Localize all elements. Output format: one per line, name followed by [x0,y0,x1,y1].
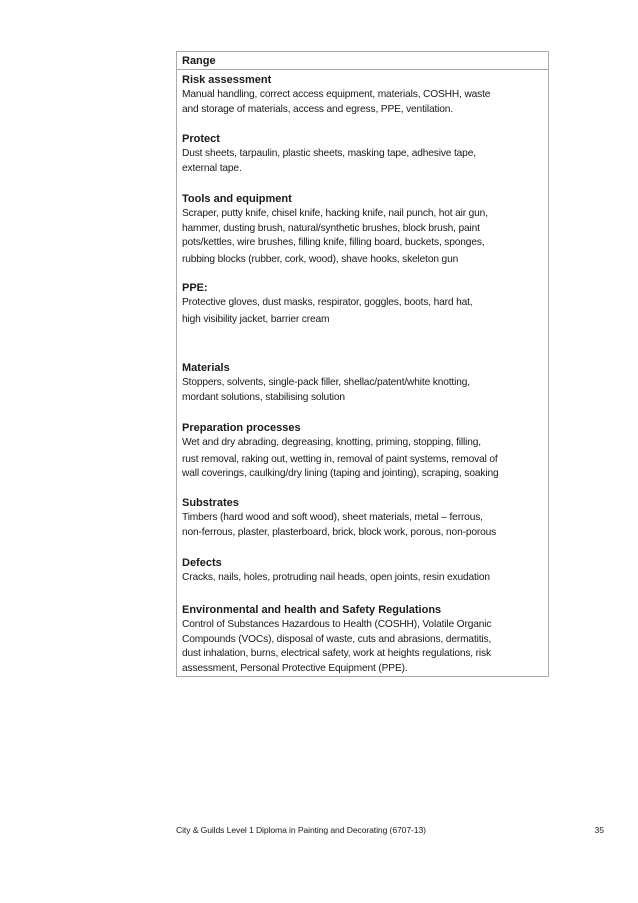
section-line: wall coverings, caulking/dry lining (taping and jointing), scraping, soaking [182,468,499,479]
section-substrates [182,495,544,540]
section-heading: Preparation processes [182,422,301,434]
section-heading: Defects [182,557,222,569]
section-heading: Materials [182,362,230,374]
footer-title: City & Guilds Level 1 Diploma in Painting and Decorating (6707-13) [176,825,426,835]
section-ppe [182,280,544,327]
section-line: Dust sheets, tarpaulin, plastic sheets, masking tape, adhesive tape, [182,148,476,159]
section-line: Manual handling, correct access equipment, materials, COSHH, waste [182,89,491,100]
section-line: dust inhalation, burns, electrical safety, work at heights regulations, risk [182,648,491,659]
section-heading: Substrates [182,497,239,509]
section-line: Control of Substances Hazardous to Health (COSHH), Volatile Organic [182,619,492,630]
section-defects [182,555,544,586]
section-line: assessment, Personal Protective Equipment (PPE). [182,662,408,674]
range-header: Range [177,52,548,70]
section-line: rubbing blocks (rubber, cork, wood), shave hooks, skeleton gun [182,253,459,265]
section-preparation-processes [182,420,544,482]
section-line: Protective gloves, dust masks, respirator, goggles, boots, hard hat, [182,297,473,308]
section-line: Stoppers, solvents, single-pack filler, shellac/patent/white knotting, [182,377,470,388]
section-line: Timbers (hard wood and soft wood), sheet materials, metal – ferrous, [182,512,483,523]
section-line: high visibility jacket, barrier cream [182,313,330,325]
section-risk-assessment [182,72,544,117]
section-heading: Environmental and health and Safety Regulations [182,604,442,616]
range-table [176,51,549,677]
section-heading: Tools and equipment [182,193,292,205]
section-line: non-ferrous, plaster, plasterboard, brick, block work, porous, non-porous [182,526,497,538]
section-line: hammer, dusting brush, natural/synthetic brushes, block brush, paint [182,222,480,234]
section-line: external tape. [182,162,242,174]
section-line: and storage of materials, access and egress, PPE, ventilation. [182,103,454,115]
section-environmental-health-safety [182,602,544,676]
section-line: Wet and dry abrading, degreasing, knotting, priming, stopping, filling, [182,437,481,448]
section-protect [182,131,544,176]
section-line: Cracks, nails, holes, protruding nail heads, open joints, resin exudation [182,572,490,583]
section-line: rust removal, raking out, wetting in, removal of paint systems, removal of [182,453,498,465]
page-number: 35 [594,825,604,835]
section-heading: Risk assessment [182,74,272,86]
section-line: pots/kettles, wire brushes, filling knife, filling board, buckets, sponges, [182,237,485,248]
section-heading: PPE: [182,282,208,294]
section-materials [182,360,544,405]
section-heading: Protect [182,133,220,145]
section-line: Compounds (VOCs), disposal of waste, cuts and abrasions, dermatitis, [182,633,492,645]
section-line: Scraper, putty knife, chisel knife, hacking knife, nail punch, hot air gun, [182,208,488,219]
section-tools-and-equipment [182,191,544,267]
section-line: mordant solutions, stabilising solution [182,391,345,403]
